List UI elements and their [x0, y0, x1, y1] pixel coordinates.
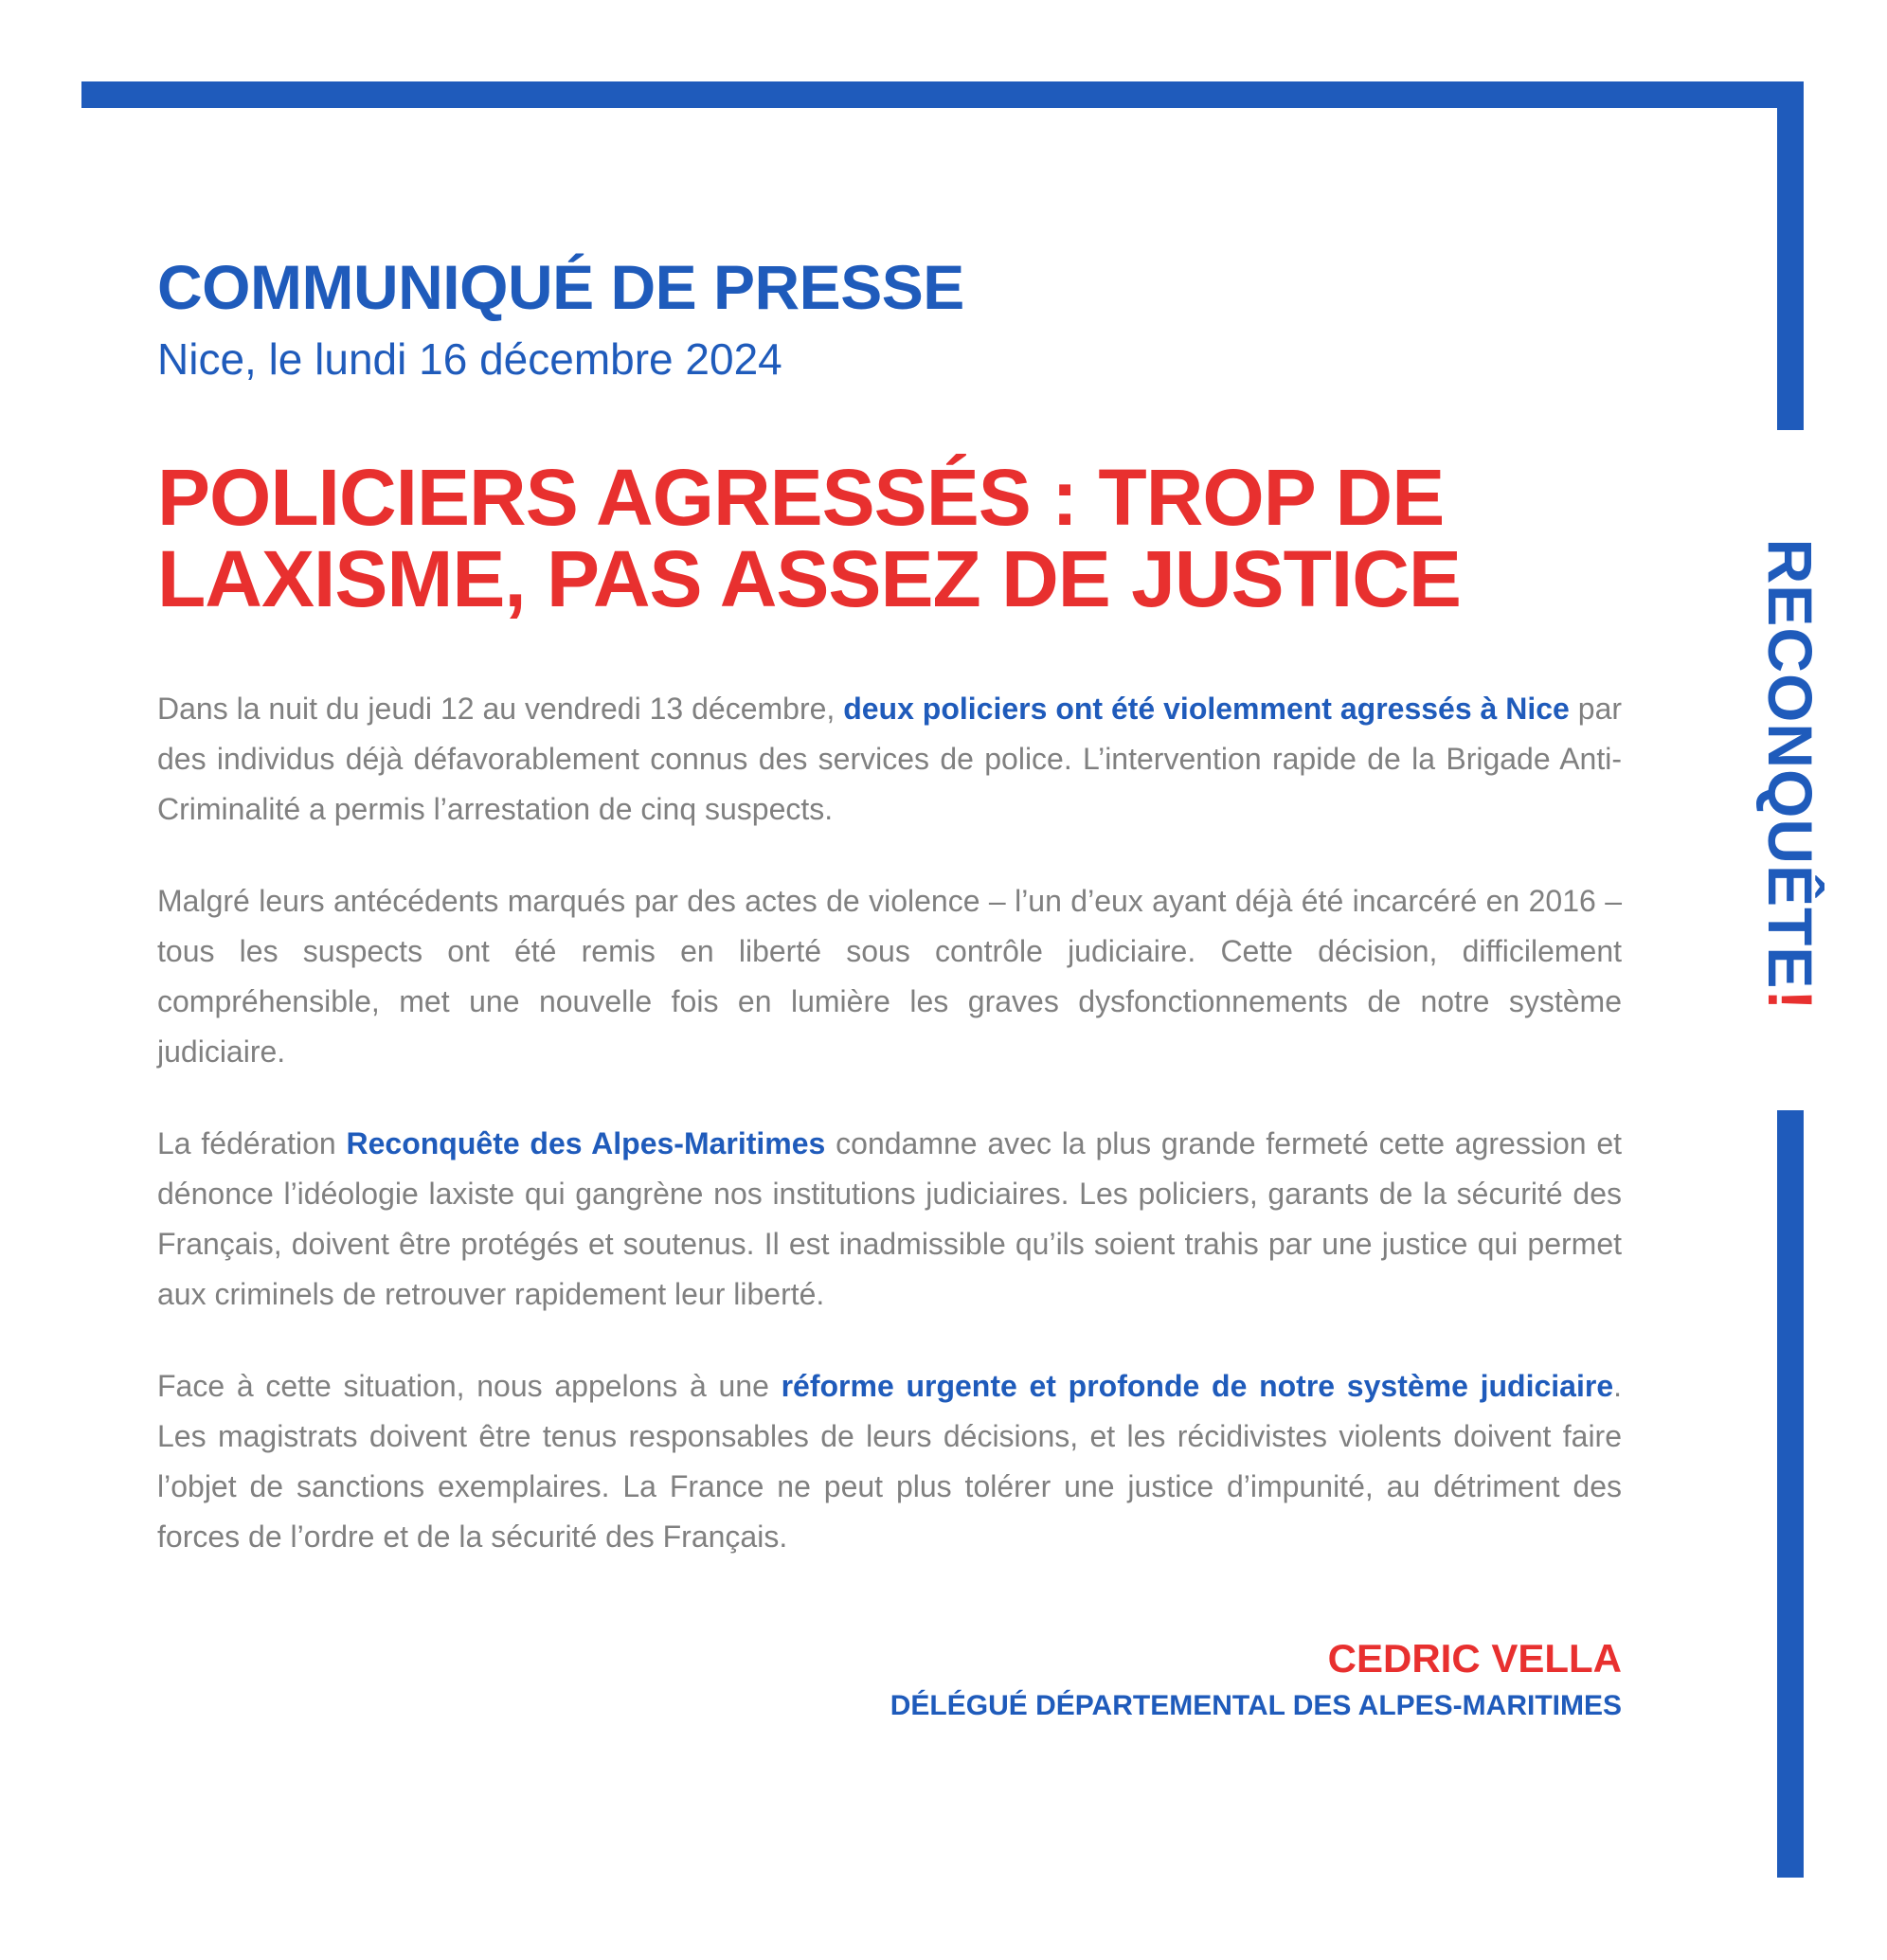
document-type-title: COMMUNIQUÉ DE PRESSE: [157, 252, 964, 322]
logo-exclamation-mark: !: [1755, 989, 1825, 1012]
frame-top-bar: [81, 81, 1804, 108]
frame-right-bar-upper: [1777, 81, 1804, 430]
paragraph-2: [157, 876, 1622, 1077]
paragraph-1-intro: Dans la nuit du jeudi 12 au vendredi 13 décembre,: [157, 692, 844, 726]
paragraph-3: [157, 1119, 1622, 1320]
press-release-headline: [157, 453, 1635, 623]
frame-right-bar-lower: [1777, 1110, 1804, 1878]
document-date: Nice, le lundi 16 décembre 2024: [157, 334, 782, 384]
paragraph-2-text: Malgré leurs antécédents marqués par des actes de violence – l’un d’eux ayant déjà été incarcéré en 2016 – tous les suspects ont été remis en liberté sous contrôle judiciaire. Cette décision, difficilement compréhensible, met une nouvelle fois en lumière les graves dysfonctionnements de notre système judiciaire.: [157, 884, 1622, 1069]
headline-line-1: POLICIERS AGRESSÉS : TROP DE: [157, 453, 1445, 542]
paragraph-1: [157, 684, 1622, 835]
signatory-name: CEDRIC VELLA: [1327, 1636, 1622, 1681]
paragraph-4-intro: Face à cette situation, nous appelons à une: [157, 1369, 782, 1403]
signatory-role: DÉLÉGUÉ DÉPARTEMENTAL DES ALPES-MARITIMES: [890, 1690, 1622, 1721]
paragraph-4-highlight: réforme urgente et profonde de notre système judiciaire: [781, 1369, 1614, 1403]
paragraph-3-rest: condamne avec la plus grande fermeté cette agression et dénonce l’idéologie laxiste qui gangrène nos institutions judiciaires. Les policiers, garants de la sécurité des Français, doivent être protégés et soutenus. Il est inadmissible qu’ils soient trahis par une justice qui permet aux criminels de retrouver rapidement leur liberté.: [157, 1126, 1623, 1311]
headline-line-2: LAXISME, PAS ASSEZ DE JUSTICE: [157, 534, 1461, 623]
paragraph-4: [157, 1361, 1622, 1562]
logo-text: RECONQUÊTE: [1755, 538, 1825, 990]
paragraph-3-intro: La fédération: [157, 1126, 347, 1160]
paragraph-1-rest: par des individus déjà défavorablement connus des services de police. L’intervention rapide de la Brigade Anti-Criminalité a permis l’arrestation de cinq suspects.: [157, 692, 1623, 826]
paragraph-3-highlight: Reconquête des Alpes-Maritimes: [346, 1126, 826, 1160]
paragraph-4-rest: . Les magistrats doivent être tenus responsables de leurs décisions, et les récidivistes violents doivent faire l’objet de sanctions exemplaires. La France ne peut plus tolérer une justice d’impunité, au détriment des forces de l’ordre et de la sécurité des Français.: [157, 1369, 1623, 1554]
reconquete-logo: [1755, 538, 1825, 1012]
paragraph-1-highlight: deux policiers ont été violemment agressés à Nice: [843, 692, 1570, 726]
